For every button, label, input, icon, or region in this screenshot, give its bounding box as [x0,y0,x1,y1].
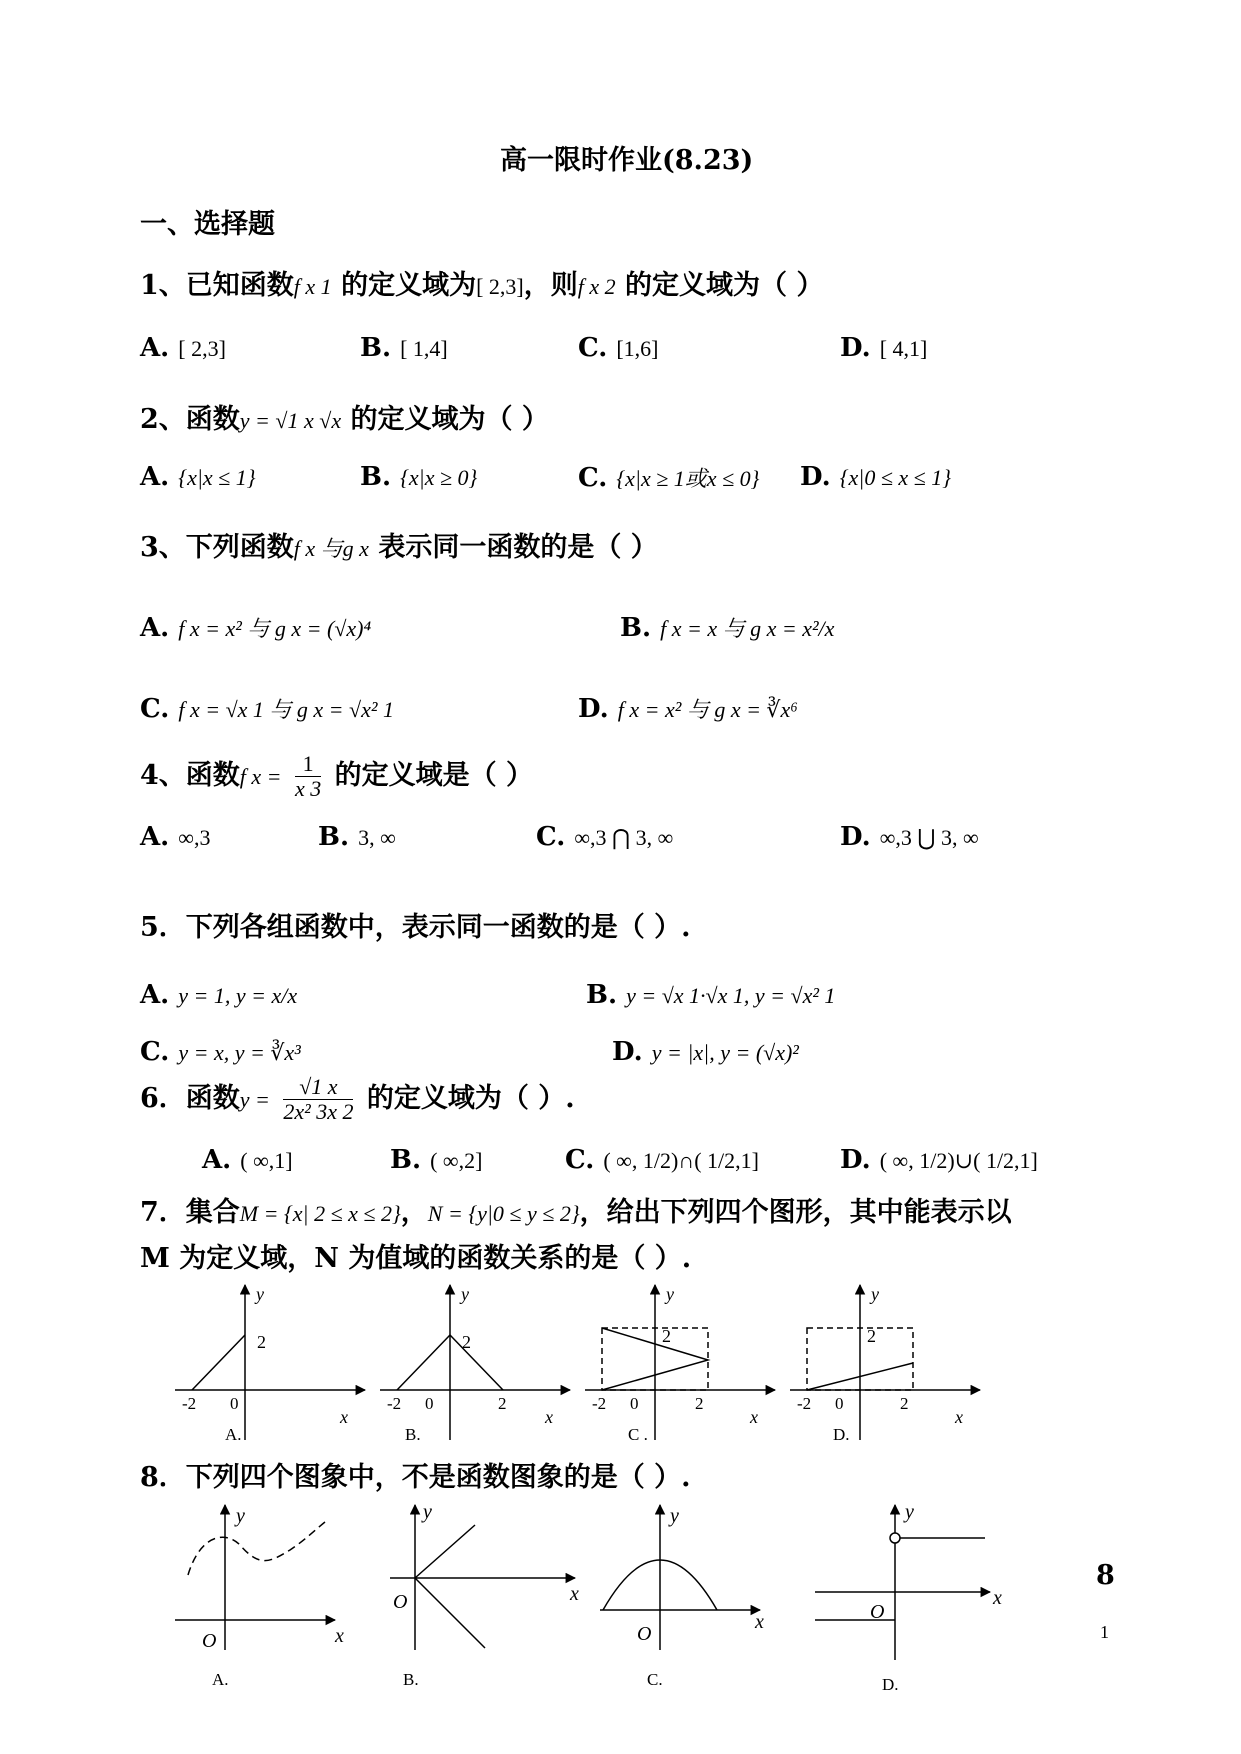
q8d-caption: D. [882,1675,899,1694]
q6-option-d: D. ( ∞, 1/2)∪( 1/2,1] [840,1145,1038,1175]
q8-graphs [170,1500,1010,1700]
q5-option-b: B. y = √x 1·√x 1, y = √x² 1 [586,980,836,1010]
q7c-caption: C . [628,1425,648,1444]
q7-label: 7．集合 [140,1197,240,1228]
q4-tail: 的定义域是（ ） [334,760,534,791]
q4-option-b: B. 3, ∞ [318,822,396,852]
q7-set-m: M = {x| 2 ≤ x ≤ 2} [239,1201,401,1226]
q8c-origin: O [637,1623,652,1645]
q7-graphs [170,1280,990,1450]
q8d-origin: O [870,1601,885,1623]
q7a-tick-neg2: -2 [182,1394,197,1413]
page-title: 高一限时作业(8.23) [500,145,754,176]
q7-tail: ，给出下列四个图形，其中能表示以 [579,1197,1012,1228]
q5-option-d: D. y = |x|, y = (√x)² [612,1037,799,1067]
q1-mid2: ，则 [523,270,578,301]
q1-mid: 的定义域为 [341,270,477,301]
question-8: 8．下列四个图象中，不是函数图象的是（ ）. [140,1462,691,1493]
q4-frac-num: 1 [295,752,321,777]
page-number-large: 8 [1096,1560,1115,1591]
q7-graph-c [585,1284,775,1444]
q3-label: 3、下列函数 [140,532,294,563]
q7d-tick-2: 2 [867,1326,876,1346]
q8b-caption: B. [403,1670,419,1689]
page-number-small: 1 [1100,1622,1109,1642]
question-4 [140,752,533,801]
q8-graph-b [390,1501,579,1689]
q1-option-b: B. [ 1,4] [360,333,448,363]
q6-tail: 的定义域为（ ）. [366,1083,575,1114]
q7b-tick-0: 0 [425,1394,434,1413]
q7-set-n: N = {y|0 ≤ y ≤ 2} [427,1201,580,1226]
q7d-x-label: x [955,1407,963,1427]
q4-fraction [295,752,321,801]
q5-option-c: C. y = x, y = ∛x³ [140,1037,301,1067]
q7b-tick-2x: 2 [498,1394,507,1413]
question-7 [140,1190,1012,1229]
q6-fraction [283,1075,353,1124]
q1-option-a: A. [ 2,3] [140,333,226,363]
q8c-x-label: x [755,1611,764,1633]
q2-option-a: A. {x|x ≤ 1} [140,462,256,492]
q7c-tick-neg2: -2 [592,1394,607,1413]
q2-option-c: C. {x|x ≥ 1或x ≤ 0} [578,463,760,493]
q5-option-a: A. y = 1, y = x/x [140,980,298,1010]
q4-option-c: C. ∞,3 ⋂ 3, ∞ [536,822,674,852]
q7d-caption: D. [833,1425,850,1444]
q7a-tick-2: 2 [257,1332,266,1352]
q1-expr1: f x 1 [293,274,332,299]
q8d-y-label: y [905,1501,914,1523]
q8c-caption: C. [647,1670,663,1689]
question-6 [140,1075,575,1124]
q1-option-d: D. [ 4,1] [840,333,928,363]
q7a-tick-0: 0 [230,1394,239,1413]
q7d-tick-neg2: -2 [797,1394,812,1413]
q2-tail: 的定义域为（ ） [350,404,549,435]
q3-option-c: C. f x = √x 1 与 g x = √x² 1 [140,694,394,724]
q6-label: 6．函数 [140,1083,240,1114]
q1-tail: 的定义域为（ ） [625,270,824,301]
q1-expr2: f x 2 [577,274,616,299]
q8a-origin: O [202,1630,217,1652]
q2-option-d: D. {x|0 ≤ x ≤ 1} [800,462,952,492]
q7b-x-label: x [545,1407,553,1427]
q8a-y-label: y [236,1505,245,1527]
question-5: 5．下列各组函数中，表示同一函数的是（ ）. [140,912,691,943]
q6-frac-den: 2x² 3x 2 [283,1099,354,1124]
q3-option-b: B. f x = x 与 g x = x²/x [620,613,835,643]
q2-expr: y = √1 x √x [239,408,342,433]
q7a-caption: A. [225,1425,242,1444]
q4-expr: f x = [239,764,282,789]
q6-expr: y = [239,1087,270,1112]
q2-label: 2、函数 [140,404,240,435]
q3-option-a: A. f x = x² 与 g x = (√x)⁴ [140,613,372,643]
q8b-x-label: x [570,1583,579,1605]
q6-option-b: B. ( ∞,2] [390,1145,483,1175]
q3-option-d: D. f x = x² 与 g x = ∛x⁶ [578,694,798,724]
q8a-caption: A. [212,1670,229,1689]
q8-graph-d [815,1501,1002,1694]
q8a-x-label: x [335,1625,344,1647]
q6-frac-num: √1 x [283,1075,353,1100]
q7d-tick-0: 0 [835,1394,844,1413]
q3-tail: 表示同一函数的是（ ） [378,532,658,563]
q7b-tick-2: 2 [462,1332,471,1352]
q7-graph-a [175,1284,365,1444]
q2-option-b: B. {x|x ≥ 0} [360,462,478,492]
q4-option-d: D. ∞,3 ⋃ 3, ∞ [840,822,979,852]
q7c-tick-2: 2 [662,1326,671,1346]
q7b-y-label: y [461,1284,469,1304]
q4-label: 4、函数 [140,760,240,791]
q8b-y-label: y [423,1501,432,1523]
section-heading: 一、选择题 [140,209,275,240]
question-2 [140,397,549,436]
q7-graph-d [790,1284,980,1444]
q7c-tick-0: 0 [630,1394,639,1413]
q7a-y-label: y [256,1284,264,1304]
q8c-y-label: y [670,1505,679,1527]
q4-option-a: A. ∞,3 [140,822,211,852]
q4-frac-den: x 3 [294,776,322,801]
q7c-tick-2x: 2 [695,1394,704,1413]
q7b-tick-neg2: -2 [387,1394,402,1413]
q1-label: 1、已知函数 [140,270,294,301]
q6-option-a: A. ( ∞,1] [202,1145,293,1175]
q1-option-c: C. [1,6] [578,333,659,363]
q7a-x-label: x [340,1407,348,1427]
question-3 [140,525,658,564]
q6-option-c: C. ( ∞, 1/2)∩( 1/2,1] [565,1145,759,1175]
q7c-x-label: x [750,1407,758,1427]
q7d-tick-2x: 2 [900,1394,909,1413]
question-1 [140,263,823,302]
q7-sep: ， [400,1197,428,1228]
q8-graph-a [175,1505,344,1689]
q7-graph-b [380,1284,570,1444]
q8-graph-c [600,1505,764,1689]
q7d-y-label: y [871,1284,879,1304]
q7c-y-label: y [666,1284,674,1304]
q8b-origin: O [393,1591,408,1613]
question-7-line2: M 为定义域，N 为值域的函数关系的是（ ）. [140,1243,692,1274]
q3-expr: f x 与g x [293,536,369,561]
q8d-x-label: x [993,1587,1002,1609]
q1-domain: [ 2,3] [476,274,524,299]
q7b-caption: B. [405,1425,421,1444]
